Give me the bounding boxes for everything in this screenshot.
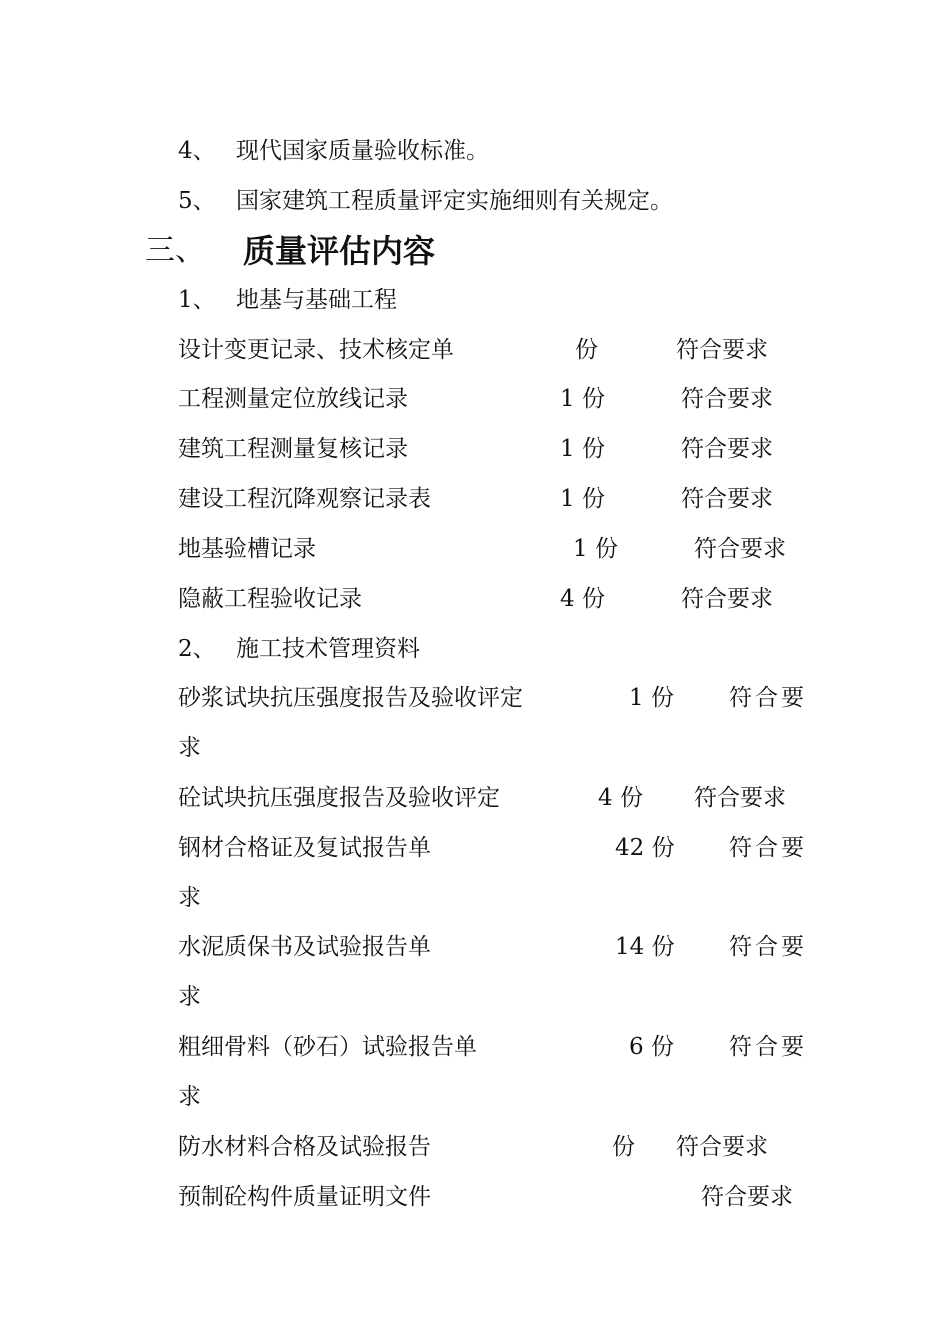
subsection-title: 施工技术管理资料	[236, 636, 420, 662]
record-row	[178, 1132, 828, 1162]
record-row	[178, 1032, 828, 1062]
section-title: 质量评估内容	[243, 232, 436, 270]
record-result: 符合要	[729, 685, 807, 711]
record-count: 14 份	[615, 934, 675, 960]
record-result-wrap: 求	[178, 984, 201, 1010]
list-text: 现代国家质量验收标准。	[236, 138, 489, 164]
record-row	[178, 683, 828, 713]
subsection-number: 1、	[178, 287, 216, 313]
record-count: 份	[575, 337, 598, 363]
list-number: 5、	[178, 188, 216, 214]
record-count: 份	[612, 1134, 635, 1160]
record-result: 符合要求	[694, 536, 786, 562]
record-name: 设计变更记录、技术核定单	[178, 337, 454, 363]
record-row	[178, 335, 828, 365]
subsection-number: 2、	[178, 636, 216, 662]
record-count: 4 份	[598, 785, 643, 811]
record-row	[178, 932, 828, 962]
subsection-title: 地基与基础工程	[236, 287, 397, 313]
record-name: 防水材料合格及试验报告	[178, 1134, 431, 1160]
record-count: 4 份	[560, 586, 605, 612]
record-count: 1 份	[560, 386, 605, 412]
list-text: 国家建筑工程质量评定实施细则有关规定。	[236, 188, 673, 214]
record-name: 水泥质保书及试验报告单	[178, 934, 431, 960]
record-name: 砂浆试块抗压强度报告及验收评定	[178, 685, 523, 711]
record-result: 符合要求	[681, 436, 773, 462]
record-result: 符合要求	[676, 337, 768, 363]
record-name: 建筑工程测量复核记录	[178, 436, 408, 462]
record-name: 建设工程沉降观察记录表	[178, 486, 431, 512]
record-result: 符合要求	[681, 586, 773, 612]
record-result: 符合要求	[701, 1184, 793, 1210]
list-number: 4、	[178, 138, 216, 164]
record-name: 粗细骨料（砂石）试验报告单	[178, 1034, 477, 1060]
record-result: 符合要求	[681, 486, 773, 512]
record-name: 隐蔽工程验收记录	[178, 586, 362, 612]
section-number: 三、	[145, 233, 205, 268]
record-row	[178, 783, 828, 813]
record-row	[178, 1182, 828, 1212]
record-row	[178, 384, 828, 414]
record-name: 工程测量定位放线记录	[178, 386, 408, 412]
record-result: 符合要求	[694, 785, 786, 811]
record-row	[178, 534, 828, 564]
record-count: 6 份	[629, 1034, 674, 1060]
record-result: 符合要	[729, 1034, 807, 1060]
record-row	[178, 484, 828, 514]
record-row	[178, 833, 828, 863]
record-result: 符合要求	[676, 1134, 768, 1160]
record-row	[178, 584, 828, 614]
record-count: 1 份	[560, 486, 605, 512]
record-result-wrap: 求	[178, 735, 201, 761]
record-count: 1 份	[573, 536, 618, 562]
record-count: 42 份	[615, 835, 675, 861]
record-name: 钢材合格证及复试报告单	[178, 835, 431, 861]
record-result: 符合要	[729, 934, 807, 960]
record-name: 砼试块抗压强度报告及验收评定	[178, 785, 500, 811]
record-result-wrap: 求	[178, 1084, 201, 1110]
record-result: 符合要求	[681, 386, 773, 412]
record-result-wrap: 求	[178, 885, 201, 911]
record-row	[178, 434, 828, 464]
record-count: 1 份	[629, 685, 674, 711]
record-count: 1 份	[560, 436, 605, 462]
record-name: 预制砼构件质量证明文件	[178, 1184, 431, 1210]
record-name: 地基验槽记录	[178, 536, 316, 562]
record-result: 符合要	[729, 835, 807, 861]
